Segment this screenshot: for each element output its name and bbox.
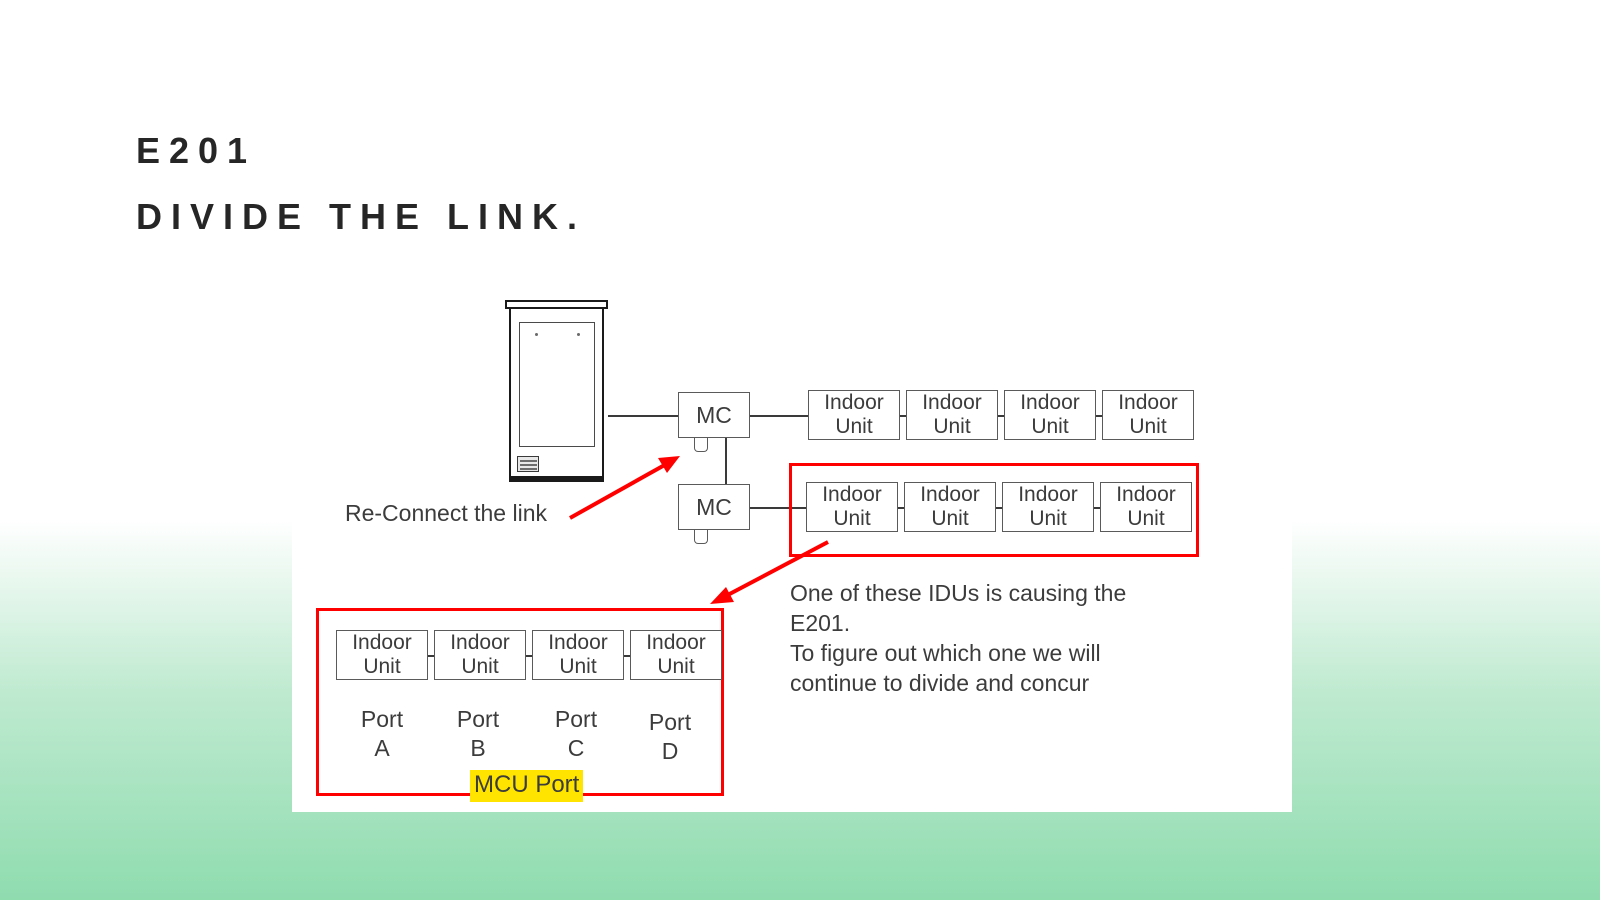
indoor-unit-label-line2: Unit (559, 655, 597, 678)
mc-box-1[interactable] (678, 392, 750, 438)
indoor-unit-label-line2: Unit (363, 655, 401, 678)
indoor-unit-row1-2[interactable] (906, 390, 998, 440)
indoor-unit-row3-4[interactable] (630, 630, 722, 680)
link-line-row3-a (428, 655, 434, 657)
port-label-c-line1: Port (554, 706, 598, 732)
indoor-unit-row3-1[interactable] (336, 630, 428, 680)
port-label-d (630, 708, 710, 766)
indoor-unit-label-line1: Indoor (822, 483, 882, 506)
note-line-3: To figure out which one we will (790, 640, 1101, 666)
indoor-unit-label-line2: Unit (931, 507, 969, 530)
port-label-a-line1: Port (360, 706, 404, 732)
indoor-unit-label-line1: Indoor (646, 631, 706, 654)
explanation-note (790, 578, 1180, 698)
link-line-row1-c (1096, 415, 1102, 417)
mc-box-2-label: MC (696, 493, 732, 520)
link-line-outdoor-to-mc1 (608, 415, 678, 417)
indoor-unit-label-line1: Indoor (1118, 391, 1178, 414)
indoor-unit-label-line1: Indoor (1116, 483, 1176, 506)
link-line-row3-b (526, 655, 532, 657)
indoor-unit-row2-2[interactable] (904, 482, 996, 532)
link-line-row2-a (898, 507, 904, 509)
outdoor-unit-panel (519, 322, 595, 447)
note-line-1: One of these IDUs is causing the (790, 580, 1127, 606)
note-line-4: continue to divide and concur (790, 670, 1090, 696)
mcu-port-label: MCU Port (470, 770, 583, 802)
page-title (136, 118, 586, 250)
reconnect-arrow (540, 440, 740, 530)
title-line-2: DIVIDE THE LINK. (136, 196, 587, 237)
indoor-unit-label-line1: Indoor (1018, 483, 1078, 506)
indoor-unit-label-line1: Indoor (450, 631, 510, 654)
link-line-row3-c (624, 655, 630, 657)
indoor-unit-row3-3[interactable] (532, 630, 624, 680)
indoor-unit-label-line2: Unit (1127, 507, 1165, 530)
indoor-unit-label-line1: Indoor (352, 631, 412, 654)
indoor-unit-label-line1: Indoor (824, 391, 884, 414)
link-line-row1-b (998, 415, 1004, 417)
indoor-unit-row3-2[interactable] (434, 630, 526, 680)
indoor-unit-label-line2: Unit (657, 655, 695, 678)
indoor-unit-label-line1: Indoor (1020, 391, 1080, 414)
port-label-d-line1: Port (648, 709, 692, 735)
link-line-row1-a (900, 415, 906, 417)
indoor-unit-label-line1: Indoor (920, 483, 980, 506)
link-line-mc1-to-row1 (750, 415, 808, 417)
indoor-unit-label-line2: Unit (835, 415, 873, 438)
port-label-b-line2: B (470, 735, 486, 761)
port-label-a (342, 705, 422, 763)
note-line-2: E201. (790, 610, 851, 636)
indoor-unit-label-line1: Indoor (548, 631, 608, 654)
indoor-unit-label-line1: Indoor (922, 391, 982, 414)
indoor-unit-label-line2: Unit (833, 507, 871, 530)
indoor-unit-label-line2: Unit (1129, 415, 1167, 438)
outdoor-unit-dot (535, 333, 538, 336)
port-label-b-line1: Port (456, 706, 500, 732)
port-label-a-line2: A (374, 735, 390, 761)
title-line-1: E201 (136, 130, 257, 171)
link-line-row2-c (1094, 507, 1100, 509)
port-label-b (438, 705, 518, 763)
reconnect-link-label: Re-Connect the link (345, 500, 547, 526)
indoor-unit-row2-4[interactable] (1100, 482, 1192, 532)
link-line-row2-b (996, 507, 1002, 509)
indoor-unit-row2-1[interactable] (806, 482, 898, 532)
indoor-unit-label-line2: Unit (1031, 415, 1069, 438)
mc-box-1-label: MC (696, 401, 732, 428)
indoor-unit-row1-4[interactable] (1102, 390, 1194, 440)
outdoor-unit-dot (577, 333, 580, 336)
indoor-unit-label-line2: Unit (461, 655, 499, 678)
indoor-unit-label-line2: Unit (1029, 507, 1067, 530)
outdoor-unit-louver (517, 456, 539, 472)
indoor-unit-row1-3[interactable] (1004, 390, 1096, 440)
port-label-c-line2: C (567, 735, 585, 761)
port-label-c (536, 705, 616, 763)
indoor-unit-row1-1[interactable] (808, 390, 900, 440)
indoor-unit-row2-3[interactable] (1002, 482, 1094, 532)
outdoor-unit-top-cap (505, 300, 608, 309)
port-label-d-line2: D (661, 738, 679, 764)
indoor-unit-label-line2: Unit (933, 415, 971, 438)
